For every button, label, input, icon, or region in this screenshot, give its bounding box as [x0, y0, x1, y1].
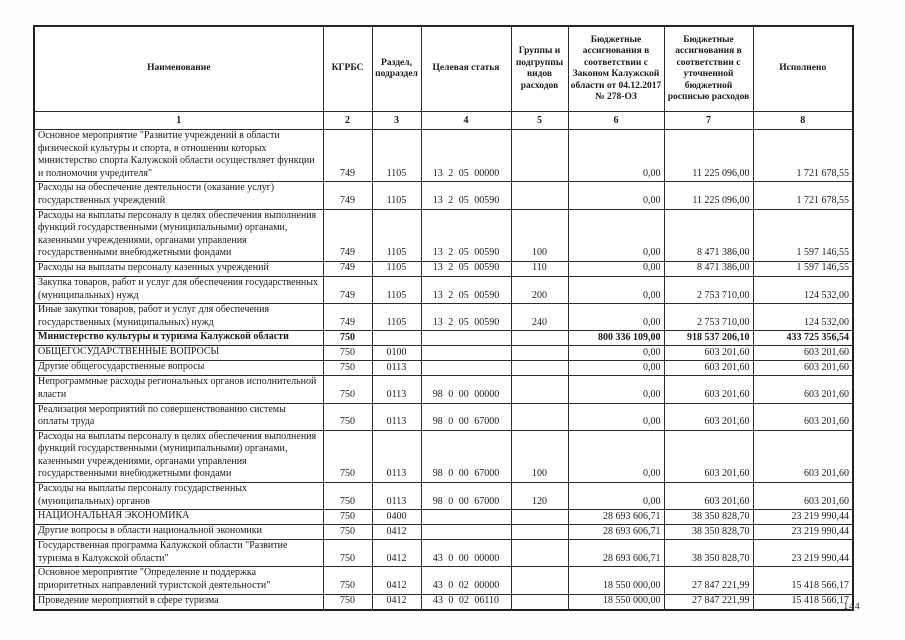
- cell-refined: 603 201,60: [664, 376, 753, 403]
- cell-name: Государственная программа Калужской области "Развитие туризма в Калужской области": [34, 540, 323, 567]
- cell-kgrbs: 749: [323, 276, 372, 303]
- cell-law: 0,00: [568, 403, 664, 430]
- cell-razdel: 0100: [372, 346, 421, 361]
- cell-name: ОБЩЕГОСУДАРСТВЕННЫЕ ВОПРОСЫ: [34, 346, 323, 361]
- header-kgrbs: КГРБС: [323, 26, 372, 112]
- colnum-5: 5: [511, 112, 568, 130]
- cell-target: 43 0 02 06110: [421, 594, 511, 610]
- cell-kgrbs: 750: [323, 403, 372, 430]
- header-name: Наименование: [34, 26, 323, 112]
- cell-group: [511, 376, 568, 403]
- cell-executed: 1 597 146,55: [753, 209, 853, 261]
- colnum-7: 7: [664, 112, 753, 130]
- cell-law: 18 550 000,00: [568, 567, 664, 594]
- header-target: Целевая статья: [421, 26, 511, 112]
- colnum-6: 6: [568, 112, 664, 130]
- table-row: [34, 346, 853, 361]
- table-row: [34, 483, 853, 510]
- cell-name: Министерство культуры и туризма Калужской области: [34, 331, 323, 346]
- cell-name: Другие вопросы в области национальной экономики: [34, 525, 323, 540]
- cell-name: Расходы на выплаты персоналу в целях обеспечения выполнения функций государственными (муниципальными) органами, казенными учреждениями, органами управления государственными внебюджетными фондами: [34, 209, 323, 261]
- cell-razdel: 1105: [372, 130, 421, 182]
- cell-razdel: 0113: [372, 483, 421, 510]
- cell-target: 13 2 05 00590: [421, 209, 511, 261]
- cell-executed: 603 201,60: [753, 483, 853, 510]
- cell-name: Иные закупки товаров, работ и услуг для обеспечения государственных (муниципальных) нужд: [34, 304, 323, 331]
- cell-target: [421, 510, 511, 525]
- cell-executed: 603 201,60: [753, 430, 853, 482]
- cell-target: [421, 525, 511, 540]
- cell-refined: 2 753 710,00: [664, 304, 753, 331]
- cell-law: 18 550 000,00: [568, 594, 664, 610]
- cell-target: 98 0 00 67000: [421, 483, 511, 510]
- cell-refined: 27 847 221,99: [664, 594, 753, 610]
- cell-razdel: 0412: [372, 540, 421, 567]
- cell-group: [511, 525, 568, 540]
- cell-target: [421, 361, 511, 376]
- cell-name: Основное мероприятие "Определение и поддержка приоритетных направлений туристской деятельности": [34, 567, 323, 594]
- cell-razdel: [372, 331, 421, 346]
- colnum-3: 3: [372, 112, 421, 130]
- cell-refined: 27 847 221,99: [664, 567, 753, 594]
- budget-table: [33, 25, 854, 611]
- cell-target: 13 2 05 00590: [421, 304, 511, 331]
- cell-executed: 603 201,60: [753, 361, 853, 376]
- cell-kgrbs: 750: [323, 510, 372, 525]
- cell-law: 0,00: [568, 346, 664, 361]
- table-row: [34, 594, 853, 610]
- cell-group: [511, 182, 568, 209]
- cell-refined: 603 201,60: [664, 346, 753, 361]
- cell-law: 0,00: [568, 430, 664, 482]
- cell-refined: 603 201,60: [664, 430, 753, 482]
- cell-group: 200: [511, 276, 568, 303]
- cell-razdel: 0113: [372, 361, 421, 376]
- header-executed: Исполнено: [753, 26, 853, 112]
- cell-refined: 38 350 828,70: [664, 540, 753, 567]
- cell-group: [511, 130, 568, 182]
- cell-razdel: 1105: [372, 304, 421, 331]
- cell-group: 100: [511, 430, 568, 482]
- cell-name: Проведение мероприятий в сфере туризма: [34, 594, 323, 610]
- cell-executed: 1 721 678,55: [753, 182, 853, 209]
- cell-law: 28 693 606,71: [568, 510, 664, 525]
- cell-name: Непрограммные расходы региональных органов исполнительной власти: [34, 376, 323, 403]
- cell-razdel: 0400: [372, 510, 421, 525]
- cell-group: [511, 331, 568, 346]
- cell-kgrbs: 750: [323, 483, 372, 510]
- colnum-1: 1: [34, 112, 323, 130]
- cell-razdel: 0412: [372, 567, 421, 594]
- cell-name: Расходы на выплаты персоналу государственных (муниципальных) органов: [34, 483, 323, 510]
- header-refined-assignments: Бюджетные ассигнования в соответствии с уточненной бюджетной росписью расходов: [664, 26, 753, 112]
- cell-razdel: 0113: [372, 430, 421, 482]
- cell-razdel: 0113: [372, 376, 421, 403]
- cell-razdel: 1105: [372, 261, 421, 276]
- cell-law: 0,00: [568, 276, 664, 303]
- cell-executed: 603 201,60: [753, 403, 853, 430]
- cell-kgrbs: 750: [323, 525, 372, 540]
- cell-target: 43 0 00 00000: [421, 540, 511, 567]
- colnum-8: 8: [753, 112, 853, 130]
- cell-kgrbs: 750: [323, 331, 372, 346]
- cell-refined: 2 753 710,00: [664, 276, 753, 303]
- cell-refined: 918 537 206,10: [664, 331, 753, 346]
- cell-kgrbs: 749: [323, 209, 372, 261]
- cell-group: [511, 567, 568, 594]
- header-group: Группы и подгруппы видов расходов: [511, 26, 568, 112]
- cell-kgrbs: 750: [323, 540, 372, 567]
- cell-refined: 8 471 386,00: [664, 209, 753, 261]
- cell-refined: 38 350 828,70: [664, 510, 753, 525]
- table-row: [34, 130, 853, 182]
- cell-target: [421, 346, 511, 361]
- cell-group: 120: [511, 483, 568, 510]
- cell-executed: 603 201,60: [753, 376, 853, 403]
- table-row: [34, 261, 853, 276]
- cell-executed: 23 219 990,44: [753, 525, 853, 540]
- cell-group: 110: [511, 261, 568, 276]
- cell-executed: 124 532,00: [753, 276, 853, 303]
- cell-razdel: 1105: [372, 182, 421, 209]
- column-number-row: [34, 112, 853, 130]
- cell-target: 43 0 02 00000: [421, 567, 511, 594]
- cell-group: [511, 403, 568, 430]
- cell-kgrbs: 749: [323, 304, 372, 331]
- cell-kgrbs: 750: [323, 430, 372, 482]
- cell-target: [421, 331, 511, 346]
- cell-razdel: 0412: [372, 594, 421, 610]
- cell-executed: 1 721 678,55: [753, 130, 853, 182]
- header-row: [34, 26, 853, 112]
- cell-kgrbs: 750: [323, 346, 372, 361]
- cell-law: 800 336 109,00: [568, 331, 664, 346]
- cell-kgrbs: 749: [323, 130, 372, 182]
- cell-executed: 124 532,00: [753, 304, 853, 331]
- table-row: [34, 403, 853, 430]
- cell-target: 98 0 00 67000: [421, 430, 511, 482]
- table-row: [34, 525, 853, 540]
- table-header: [34, 26, 853, 130]
- cell-refined: 11 225 096,00: [664, 182, 753, 209]
- table-row: [34, 209, 853, 261]
- table-row: [34, 361, 853, 376]
- header-law-assignments: Бюджетные ассигнования в соответствии с Законом Калужской области от 04.12.2017 № 278-ОЗ: [568, 26, 664, 112]
- cell-group: [511, 346, 568, 361]
- table-row: [34, 276, 853, 303]
- cell-executed: 23 219 990,44: [753, 510, 853, 525]
- cell-name: Другие общегосударственные вопросы: [34, 361, 323, 376]
- cell-law: 0,00: [568, 304, 664, 331]
- cell-target: 13 2 05 00590: [421, 261, 511, 276]
- cell-name: Расходы на обеспечение деятельности (оказание услуг) государственных учреждений: [34, 182, 323, 209]
- cell-kgrbs: 750: [323, 361, 372, 376]
- cell-refined: 11 225 096,00: [664, 130, 753, 182]
- table-row: [34, 376, 853, 403]
- cell-refined: 38 350 828,70: [664, 525, 753, 540]
- cell-name: Основное мероприятие "Развитие учреждений в области физической культуры и спорта, в отношении которых министерство спорта Калужской области осуществляет функции и полномочия учредителя": [34, 130, 323, 182]
- cell-name: НАЦИОНАЛЬНАЯ ЭКОНОМИКА: [34, 510, 323, 525]
- cell-executed: 15 418 566,17: [753, 594, 853, 610]
- cell-target: 13 2 05 00590: [421, 276, 511, 303]
- cell-executed: 1 597 146,55: [753, 261, 853, 276]
- colnum-4: 4: [421, 112, 511, 130]
- table-row: [34, 304, 853, 331]
- cell-name: Расходы на выплаты персоналу казенных учреждений: [34, 261, 323, 276]
- table-row: [34, 540, 853, 567]
- cell-target: 98 0 00 67000: [421, 403, 511, 430]
- cell-group: 240: [511, 304, 568, 331]
- cell-law: 0,00: [568, 182, 664, 209]
- cell-kgrbs: 750: [323, 567, 372, 594]
- cell-refined: 603 201,60: [664, 361, 753, 376]
- cell-law: 0,00: [568, 209, 664, 261]
- cell-law: 0,00: [568, 130, 664, 182]
- cell-law: 0,00: [568, 261, 664, 276]
- cell-law: 0,00: [568, 483, 664, 510]
- cell-group: [511, 540, 568, 567]
- cell-razdel: 1105: [372, 276, 421, 303]
- cell-name: Реализация мероприятий по совершенствованию системы оплаты труда: [34, 403, 323, 430]
- cell-kgrbs: 750: [323, 376, 372, 403]
- table-row: [34, 331, 853, 346]
- cell-target: 13 2 05 00000: [421, 130, 511, 182]
- cell-executed: 433 725 356,54: [753, 331, 853, 346]
- cell-law: 0,00: [568, 361, 664, 376]
- cell-razdel: 0412: [372, 525, 421, 540]
- cell-group: 100: [511, 209, 568, 261]
- cell-law: 28 693 606,71: [568, 540, 664, 567]
- cell-refined: 603 201,60: [664, 403, 753, 430]
- cell-executed: 15 418 566,17: [753, 567, 853, 594]
- cell-group: [511, 361, 568, 376]
- cell-target: 13 2 05 00590: [421, 182, 511, 209]
- cell-law: 28 693 606,71: [568, 525, 664, 540]
- colnum-2: 2: [323, 112, 372, 130]
- page-number: 144: [843, 602, 861, 612]
- cell-executed: 23 219 990,44: [753, 540, 853, 567]
- cell-refined: 8 471 386,00: [664, 261, 753, 276]
- cell-group: [511, 594, 568, 610]
- cell-target: 98 0 00 00000: [421, 376, 511, 403]
- table-body: [34, 130, 853, 610]
- cell-law: 0,00: [568, 376, 664, 403]
- cell-kgrbs: 749: [323, 182, 372, 209]
- cell-razdel: 1105: [372, 209, 421, 261]
- cell-kgrbs: 750: [323, 594, 372, 610]
- cell-refined: 603 201,60: [664, 483, 753, 510]
- table-row: [34, 567, 853, 594]
- header-razdel: Раздел, подраздел: [372, 26, 421, 112]
- table-row: [34, 430, 853, 482]
- table-row: [34, 510, 853, 525]
- cell-name: Закупка товаров, работ и услуг для обеспечения государственных (муниципальных) нужд: [34, 276, 323, 303]
- cell-executed: 603 201,60: [753, 346, 853, 361]
- cell-name: Расходы на выплаты персоналу в целях обеспечения выполнения функций государственными (муниципальными) органами, казенными учреждениями, органами управления государственными внебюджетными фондами: [34, 430, 323, 482]
- cell-group: [511, 510, 568, 525]
- cell-razdel: 0113: [372, 403, 421, 430]
- cell-kgrbs: 749: [323, 261, 372, 276]
- table-row: [34, 182, 853, 209]
